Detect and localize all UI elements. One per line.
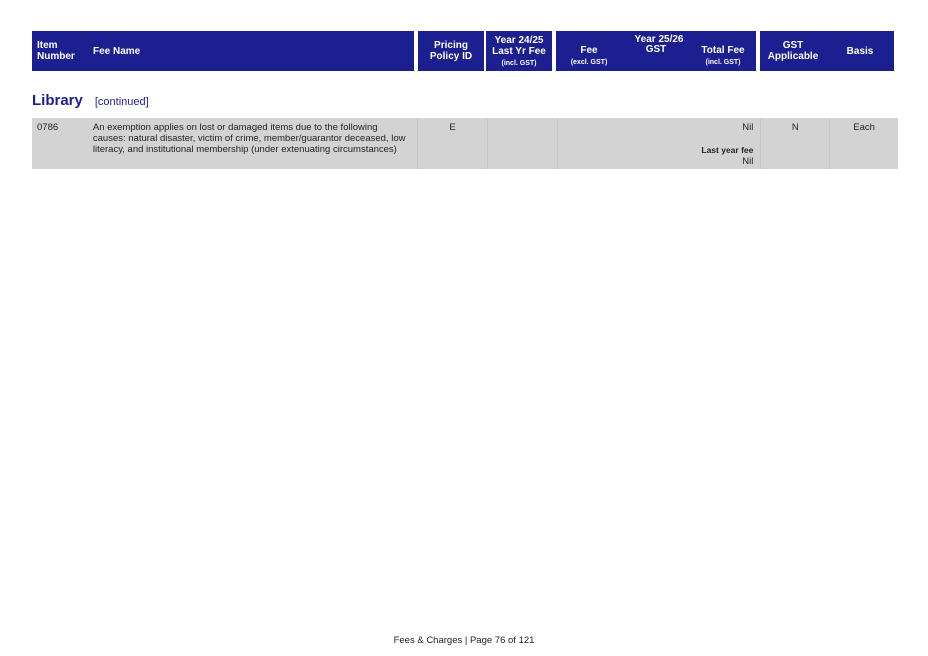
- header-fee-label: Fee: [580, 45, 598, 56]
- header-pricing-policy-id: Pricing Policy ID: [418, 31, 484, 71]
- header-gst: GST: [622, 31, 690, 71]
- cell-item-number: 0786: [32, 118, 88, 169]
- cell-total-fee-value: Nil: [742, 122, 754, 133]
- cell-fee-name: An exemption applies on lost or damaged items due to the following causes: natural disaster, victim of crime, member/guarantor deceased, low literacy, and institutional membership (under extenuating circumstances): [88, 118, 417, 169]
- header-gst-applicable: GST Applicable: [760, 31, 826, 71]
- cell-last-yr-fee: [488, 118, 557, 169]
- table-header: [32, 31, 898, 71]
- header-last-yr-fee-label: Year 24/25 Last Yr Fee: [492, 34, 546, 57]
- cell-pricing-policy-id: E: [418, 118, 487, 169]
- header-basis: Basis: [826, 31, 894, 71]
- header-item-number: Item Number: [32, 31, 88, 71]
- cell-basis: Each: [830, 118, 898, 169]
- page-footer: Fees & Charges | Page 76 of 121: [393, 635, 535, 646]
- header-year-group: Year 25/26: [634, 34, 684, 45]
- header-last-yr-fee: [486, 31, 552, 71]
- section-continued: [continued]: [94, 96, 149, 108]
- table-row: [32, 118, 898, 169]
- section-heading: [32, 92, 149, 109]
- last-year-fee-label: Last year fee: [701, 145, 754, 155]
- header-last-yr-fee-sub: (incl. GST): [501, 59, 537, 67]
- cell-total-fee: [694, 118, 761, 169]
- header-total-fee-sub: (incl. GST): [705, 59, 741, 66]
- header-total-fee-label: Total Fee: [701, 45, 745, 56]
- header-fee-name: Fee Name: [88, 31, 414, 71]
- section-title: Library: [32, 92, 83, 109]
- cell-fee: [558, 118, 626, 169]
- cell-gst-applicable: N: [761, 118, 829, 169]
- header-fee-sub: (excl. GST): [570, 59, 608, 66]
- cell-gst: [626, 118, 694, 169]
- last-year-fee-value: Nil: [742, 156, 754, 167]
